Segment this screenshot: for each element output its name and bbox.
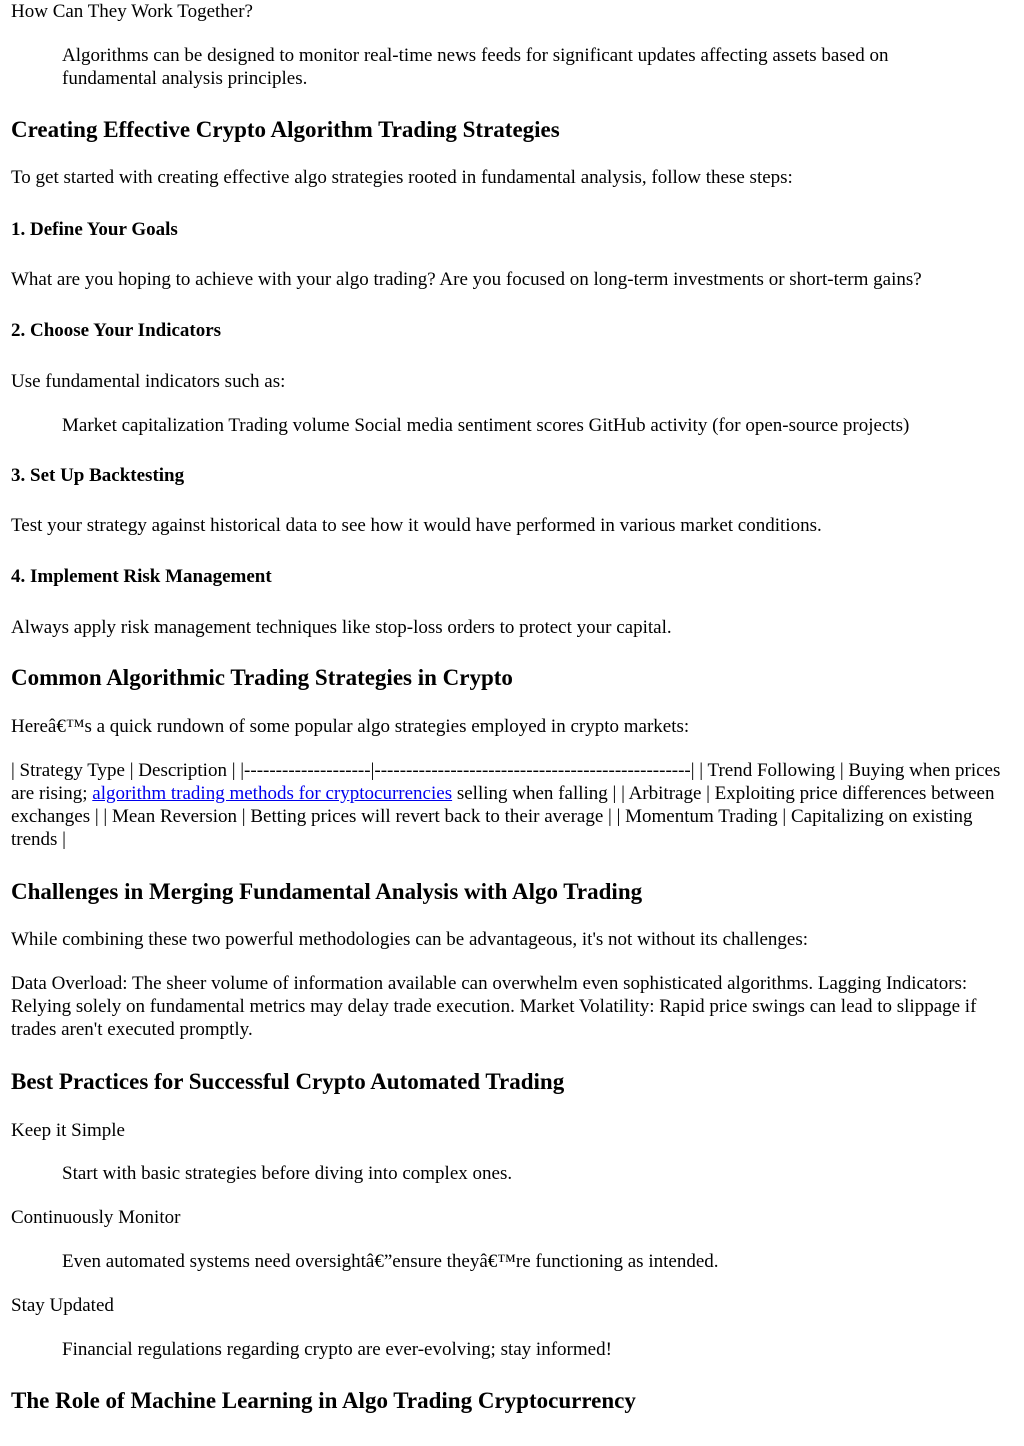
step-1-text: What are you hoping to achieve with your algo trading? Are you focused on long-term investments or short-term gains? [11,269,922,290]
heading-challenges: Challenges in Merging Fundamental Analysis with Algo Trading [11,879,643,904]
step-3-text: Test your strategy against historical data to see how it would have performed in various market conditions. [11,515,822,536]
step-4-title: 4. Implement Risk Management [11,566,272,587]
best-practice-term-2: Continuously Monitor [11,1207,181,1228]
intro-answer: Algorithms can be designed to monitor real-time news feeds for significant updates affecting assets based on fundamental analysis principles. [62,45,889,89]
creating-lead: To get started with creating effective algo strategies rooted in fundamental analysis, follow these steps: [11,167,793,188]
best-practice-desc-2: Even automated systems need oversightâ€”ensure theyâ€™re functioning as intended. [62,1251,719,1272]
challenges-body: Data Overload: The sheer volume of information available can overwhelm even sophisticated algorithms. Lagging Indicators: Relying solely on fundamental metrics may delay trade execution. Market Volatility: Rapid price swings can lead to slippage if trades aren't executed promptly. [11,973,977,1040]
best-practice-desc-3: Financial regulations regarding crypto are ever-evolving; stay informed! [62,1339,612,1360]
heading-creating-strategies: Creating Effective Crypto Algorithm Trading Strategies [11,117,560,142]
table-text-after: selling when falling | | Arbitrage | Exploiting price differences between exchanges | | Mean Reversion | Betting prices will revert back to their average | | Momentum Trading | Capitalizing on existing trends | [11,783,995,850]
strategy-table-text [11,759,1016,851]
indicators-list: Market capitalization Trading volume Social media sentiment scores GitHub activity (for open-source projects) [62,415,910,436]
heading-common-strategies: Common Algorithmic Trading Strategies in Crypto [11,665,513,690]
table-text-before: | Strategy Type | Description | |--------------------|--------------------------------------------------| | Trend Following | Buying when prices are rising; [11,760,1001,804]
challenges-lead: While combining these two powerful methodologies can be advantageous, it's not without its challenges: [11,929,809,950]
step-2-title: 2. Choose Your Indicators [11,320,222,341]
best-practice-desc-1: Start with basic strategies before diving into complex ones. [62,1163,513,1184]
step-2-text: Use fundamental indicators such as: [11,371,286,392]
intro-question: How Can They Work Together? [11,1,253,22]
heading-machine-learning: The Role of Machine Learning in Algo Trading Cryptocurrency [11,1388,636,1413]
algorithm-trading-methods-link[interactable]: algorithm trading methods for cryptocurrencies [92,783,453,804]
heading-best-practices: Best Practices for Successful Crypto Automated Trading [11,1069,565,1094]
best-practice-term-3: Stay Updated [11,1295,114,1316]
step-3-title: 3. Set Up Backtesting [11,465,185,486]
common-lead: Hereâ€™s a quick rundown of some popular algo strategies employed in crypto markets: [11,716,690,737]
step-1-title: 1. Define Your Goals [11,219,178,240]
best-practice-term-1: Keep it Simple [11,1120,125,1141]
step-4-text: Always apply risk management techniques like stop-loss orders to protect your capital. [11,617,672,638]
